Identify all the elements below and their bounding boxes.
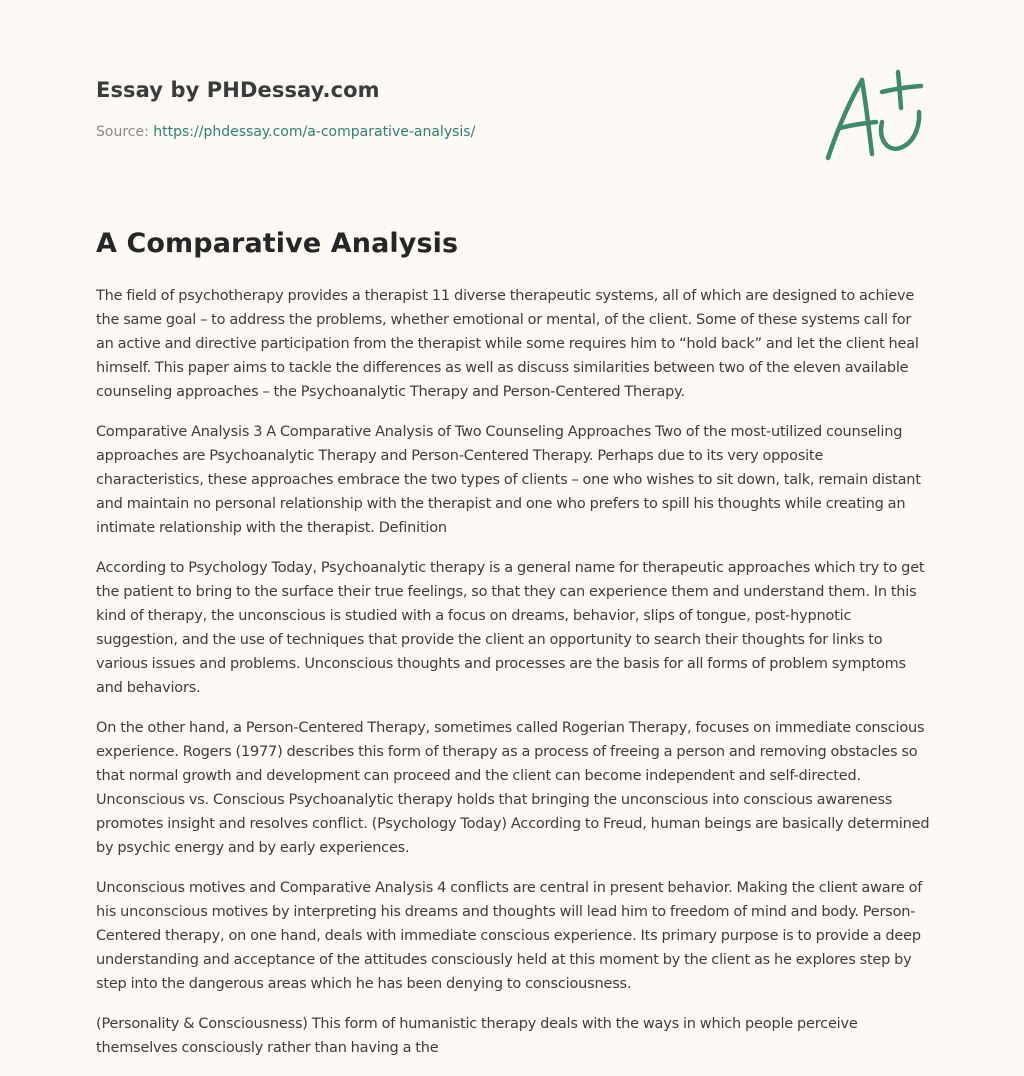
source-link[interactable]: https://phdessay.com/a-comparative-analysis/ <box>153 124 476 140</box>
paragraph: Comparative Analysis 3 A Comparative Analysis of Two Counseling Approaches Two of the most-utilized counseling approaches are Psychoanalytic Therapy and Person-Centered Therapy. Perhaps due to its very opposite characteristics, these approaches embrace the two types of clients – one who wishes to sit down, talk, remain distant and maintain no personal relationship with the therapist and one who prefers to spill his thoughts while creating an intimate relationship with the therapist. Definition <box>96 424 921 536</box>
article-title: A Comparative Analysis <box>96 228 459 259</box>
site-title: Essay by PHDessay.com <box>96 78 380 102</box>
article-body <box>96 284 932 1076</box>
source-line <box>96 122 796 142</box>
paragraph: Unconscious motives and Comparative Analysis 4 conflicts are central in present behavior. Making the client aware of his unconscious motives by interpreting his dreams and thoughts will lead him to freedom of mind and body. Person-Centered therapy, on one hand, deals with immediate conscious experience. Its primary purpose is to provide a deep understanding and acceptance of the attitudes consciously held at this moment by the client as he explores step by step into the dangerous areas which he has been denying to consciousness. <box>96 880 923 992</box>
paragraph: On the other hand, a Person-Centered Therapy, sometimes called Rogerian Therapy, focuses on immediate conscious experience. Rogers (1977) describes this form of therapy as a process of freeing a person and removing obstacles so that normal growth and development can proceed and the client can become independent and self-directed. Unconscious vs. Conscious Psychoanalytic therapy holds that bringing the unconscious into conscious awareness promotes insight and resolves conflict. (Psychology Today) According to Freud, human beings are basically determined by psychic energy and by early experiences. <box>96 720 930 856</box>
source-label: Source: <box>96 124 154 140</box>
a-plus-grade-icon <box>822 68 926 164</box>
paragraph: The field of psychotherapy provides a therapist 11 diverse therapeutic systems, all of which are designed to achieve the same goal – to address the problems, whether emotional or mental, of the client. Some of these systems call for an active and directive participation from the therapist while some requires him to “hold back” and let the client heal himself. This paper aims to tackle the differences as well as discuss similarities between two of the eleven available counseling approaches – the Psychoanalytic Therapy and Person-Centered Therapy. <box>96 288 919 400</box>
paragraph: (Personality & Consciousness) This form of humanistic therapy deals with the ways in which people perceive themselves consciously rather than having a the <box>96 1016 858 1056</box>
paragraph: According to Psychology Today, Psychoanalytic therapy is a general name for therapeutic approaches which try to get the patient to bring to the surface their true feelings, so that they can experience them and understand them. In this kind of therapy, the unconscious is studied with a focus on dreams, behavior, slips of tongue, post-hypnotic suggestion, and the use of techniques that provide the client an opportunity to search their thoughts for links to various issues and problems. Unconscious thoughts and processes are the basis for all forms of problem symptoms and behaviors. <box>96 560 925 696</box>
page-header <box>96 76 796 142</box>
